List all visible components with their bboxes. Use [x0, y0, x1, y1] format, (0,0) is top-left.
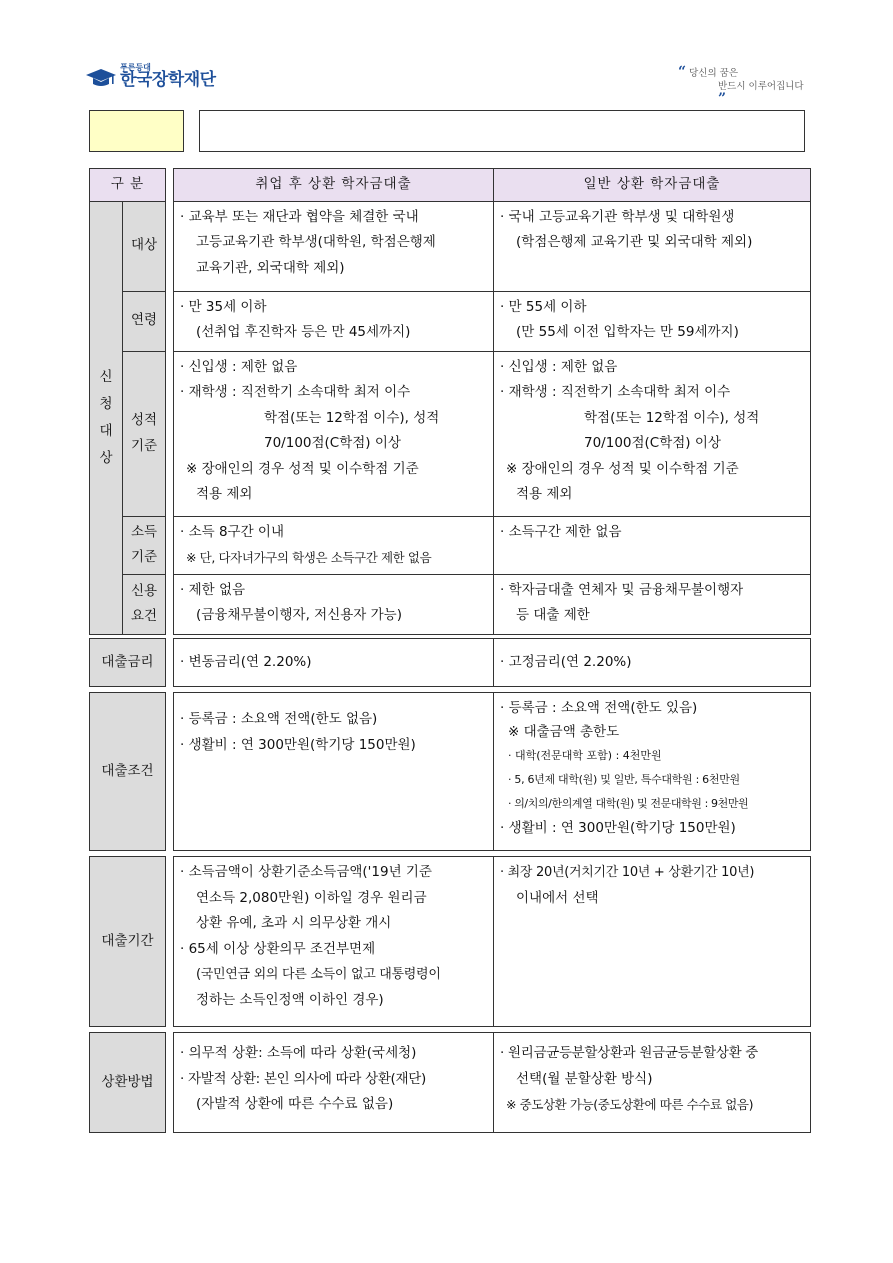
- label-interest: 대출금리: [90, 639, 166, 687]
- label-conditions: 대출조건: [90, 693, 166, 851]
- credit-col1: · 제한 없음 (금융채무불이행자, 저신용자 가능): [174, 574, 494, 634]
- title-box: [199, 110, 805, 152]
- label-income: 소득 기준: [123, 516, 166, 574]
- header-col2: 일반 상환 학자금대출: [494, 169, 811, 202]
- repayment-col2: · 원리금균등분할상환과 원금균등분할상환 중 선택(월 분할상환 방식) ※ 중도상환 가능(중도상환에 따른 수수료 없음): [494, 1033, 811, 1133]
- row-age: [90, 291, 811, 351]
- conditions-col2: · 등록금 : 소요액 전액(한도 있음) ※ 대출금액 총한도 · 대학(전문대학 포함) : 4천만원 · 5, 6년제 대학(원) 및 일반, 특수대학원 : 6천만원 · 의/치의/한의계열 대학(원) 및 전문대학원 : 9천만원 · 생활비 : 연 300만원(학기당 150만원): [494, 693, 811, 851]
- conditions-col1: · 등록금 : 소요액 전액(한도 없음) · 생활비 : 연 300만원(학기당 150만원): [174, 693, 494, 851]
- slogan-line2: 반드시 이루어집니다: [718, 81, 804, 92]
- header-category: 구 분: [90, 169, 166, 202]
- income-col1: · 소득 8구간 이내 ※ 단, 다자녀가구의 학생은 소득구간 제한 없음: [174, 516, 494, 574]
- header-col1: 취업 후 상환 학자금대출: [174, 169, 494, 202]
- graduation-cap-icon: [86, 67, 116, 89]
- period-table: [89, 856, 811, 1027]
- age-col2: · 만 55세 이하 (만 55세 이전 입학자는 만 59세까지): [494, 291, 811, 351]
- grade-col2: · 신입생 : 제한 없음 · 재학생 : 직전학기 소속대학 최저 이수 학점(또는 12학점 이수), 성적 70/100점(C학점) 이상 ※ 장애인의 경우 성적 및 이수학점 기준 적용 제외: [494, 351, 811, 516]
- label-target: 대상: [123, 201, 166, 291]
- age-col1: · 만 35세 이하 (선취업 후진학자 등은 만 45세까지): [174, 291, 494, 351]
- repayment-col1: · 의무적 상환: 소득에 따라 상환(국세청) · 자발적 상환: 본인 의사에 따라 상환(재단) (자발적 상환에 따른 수수료 없음): [174, 1033, 494, 1133]
- credit-col2: · 학자금대출 연체자 및 금융채무불이행자 등 대출 제한: [494, 574, 811, 634]
- interest-table: [89, 638, 811, 687]
- logo: [86, 64, 216, 89]
- loan-comparison-table: [89, 168, 811, 635]
- period-col1: · 소득금액이 상환기준소득금액('19년 기준 연소득 2,080만원) 이하일 경우 원리금 상환 유예, 초과 시 의무상환 개시 · 65세 이상 상환의무 조건부면제 (국민연금 외의 다른 소득이 없고 대통령령이 정하는 소득인정액 이하인 경우): [174, 857, 494, 1027]
- target-col2: · 국내 고등교육기관 학부생 및 대학원생 (학점은행제 교육기관 및 외국대학 제외): [494, 201, 811, 291]
- interest-col1: · 변동금리(연 2.20%): [174, 639, 494, 687]
- repayment-table: [89, 1032, 811, 1133]
- target-col1: · 교육부 또는 재단과 협약을 체결한 국내 고등교육기관 학부생(대학원, 학점은행제 교육기관, 외국대학 제외): [174, 201, 494, 291]
- row-credit: [90, 574, 811, 634]
- table-header-row: [90, 169, 811, 202]
- income-col2: · 소득구간 제한 없음: [494, 516, 811, 574]
- row-grade: [90, 351, 811, 516]
- title-label-box: [89, 110, 184, 152]
- grade-col1: · 신입생 : 제한 없음 · 재학생 : 직전학기 소속대학 최저 이수 학점(또는 12학점 이수), 성적 70/100점(C학점) 이상 ※ 장애인의 경우 성적 및 이수학점 기준 적용 제외: [174, 351, 494, 516]
- row-income: [90, 516, 811, 574]
- slogan-line1: 당신의 꿈은: [689, 68, 738, 79]
- label-period: 대출기간: [90, 857, 166, 1027]
- conditions-table: [89, 692, 811, 851]
- interest-col2: · 고정금리(연 2.20%): [494, 639, 811, 687]
- eligibility-group-label: 신 청 대 상: [90, 201, 123, 634]
- slogan: “ 당신의 꿈은 반드시 이루어집니다 ”: [678, 64, 804, 107]
- logo-name: 한국장학재단: [120, 70, 216, 90]
- label-repayment: 상환방법: [90, 1033, 166, 1133]
- label-credit: 신용 요건: [123, 574, 166, 634]
- logo-tagline: 푸른등대: [120, 63, 151, 72]
- label-age: 연령: [123, 291, 166, 351]
- label-grade: 성적 기준: [123, 351, 166, 516]
- row-target: [90, 201, 811, 291]
- period-col2: · 최장 20년(거치기간 10년 + 상환기간 10년) 이내에서 선택: [494, 857, 811, 1027]
